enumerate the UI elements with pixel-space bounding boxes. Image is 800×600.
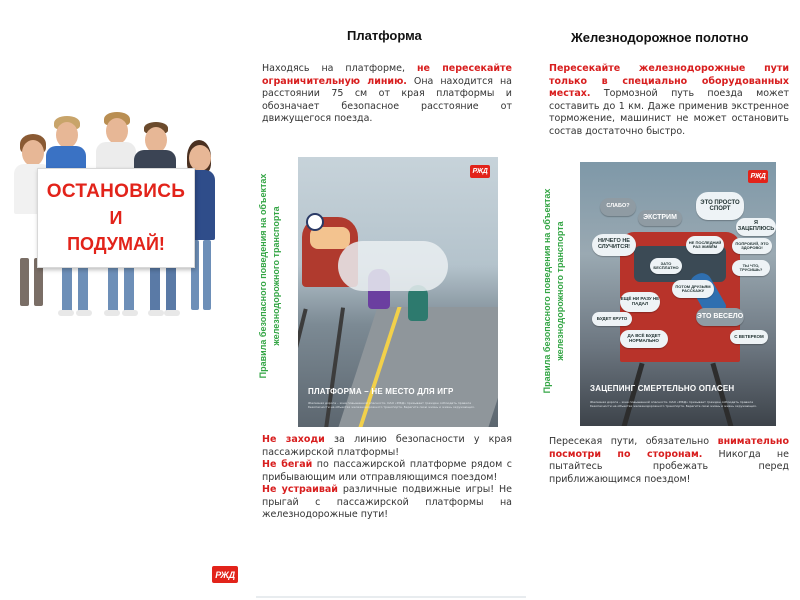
- rule-red: Не заходи: [262, 434, 325, 445]
- speech-bubble: СЛАБО?: [600, 198, 636, 216]
- speech-bubble: ЭТО ПРОСТО СПОРТ: [696, 192, 744, 220]
- rule-text: различные подвижные игры! Не прыгай с пассажирской платформы на железнодорожные пути!: [262, 484, 512, 520]
- speech-bubble: ЗАТО БЕСПЛАТНО: [650, 258, 682, 274]
- rule-text: за линию безопасности у края пассажирской платформы!: [262, 434, 512, 458]
- speech-bubble: Я ЗАЦЕПЛЮСЬ: [736, 218, 776, 236]
- speech-bubble: НЕ ПОСЛЕДНИЙ РАЗ ЖИВЁМ: [686, 236, 724, 254]
- tracks-intro-red: Пересекайте железнодорожные пути только в специально оборудованных местах.: [549, 63, 789, 99]
- train-surfing-poster: [580, 162, 776, 426]
- sign-line-3: ПОДУМАЙ!: [67, 234, 165, 254]
- rail: [620, 363, 644, 426]
- shoe: [148, 310, 164, 316]
- rail: [323, 307, 345, 427]
- rail: [710, 363, 734, 426]
- shoe: [122, 310, 138, 316]
- rzd-logo-text: РЖД: [215, 569, 235, 580]
- platform-intro-post: Она находится на расстоянии 75 см от края платформы и обозначает безопасное расстояние от движущегося поезда.: [262, 75, 512, 124]
- platform-rule: [262, 434, 512, 459]
- platform-poster-fine-print: Железная дорога – зона повышенной опасности. ОАО «РЖД» призывает граждан соблюдать правила безопасности на объектах железнодорожного транспорта. Берегите свою жизнь и жизнь окружающих.: [308, 401, 475, 409]
- sign-line-1: ОСТАНОВИСЬ: [46, 181, 186, 202]
- side-label-line-2: железнодорожного транспорта: [555, 221, 565, 361]
- platform-rules: [262, 434, 512, 522]
- tracks-title: Железнодорожное полотно: [571, 30, 749, 45]
- tracks-intro: [549, 63, 789, 138]
- speech-bubble: ПОПРОБУЙ, ЭТО ЗДОРОВО!: [732, 238, 772, 254]
- divider: [256, 596, 526, 598]
- tracks-intro-post: Тормозной путь поезда может составить до 1 км. Даже применив экстренное торможение, машинист не может остановить состав достаточно быстро.: [549, 88, 789, 137]
- speech-bubble: БУДЕТ КРУТО: [592, 312, 632, 326]
- rule-text: по пассажирской платформе рядом с прибывающим или отправляющимся поездом!: [262, 459, 512, 483]
- tracks-outro-red: внимательно посмотри по сторонам.: [549, 436, 789, 460]
- side-label-line-1: Правила безопасного поведения на объектах: [258, 173, 268, 379]
- shoe: [58, 310, 74, 316]
- rule-red: Не устраивай: [262, 484, 338, 495]
- leg: [20, 258, 29, 306]
- tracks-poster-caption: ЗАЦЕПИНГ СМЕРТЕЛЬНО ОПАСЕН: [590, 384, 735, 393]
- tracks-outro-post: Никогда не пытайтесь пробежать перед приближающимся поездом!: [549, 448, 789, 485]
- speech-bubble: ДА ВСЁ БУДЕТ НОРМАЛЬНО: [620, 330, 668, 348]
- smoke-cloud: [338, 241, 448, 291]
- platform-floor: [339, 307, 498, 427]
- side-label-line-2: железнодорожного транспорта: [271, 206, 281, 346]
- speech-bubble: С ВЕТЕРКОМ: [730, 330, 768, 344]
- speech-bubble: ЭТО ВЕСЕЛО: [696, 308, 744, 326]
- rzd-logo: [212, 566, 238, 583]
- rule-red: Не бегай: [262, 459, 313, 470]
- poster-rzd-logo: [748, 170, 768, 183]
- platform-intro: [262, 63, 512, 126]
- poster-logo-text: РЖД: [472, 168, 488, 175]
- side-label-line-1: Правила безопасного поведения на объектах: [542, 188, 552, 394]
- speech-bubble: НИЧЕГО НЕ СЛУЧИТСЯ!: [592, 234, 636, 256]
- platform-intro-red: не пересекайте ограничительную линию.: [262, 63, 513, 87]
- speech-bubble: ТЫ ЧТО, ТРУСИШЬ?: [732, 260, 770, 276]
- platform-rule: [262, 484, 512, 522]
- speech-bubble: ЭКСТРИМ: [638, 210, 682, 226]
- hero-illustration: [12, 110, 227, 325]
- shoe: [76, 310, 92, 316]
- soccer-ball-icon: [306, 213, 324, 231]
- platform-side-label: [257, 160, 283, 392]
- rail: [298, 308, 308, 427]
- tracks-poster-fine-print: Железная дорога – зона повышенной опасности. ОАО «РЖД» призывает граждан соблюдать правила безопасности на объектах железнодорожного транспорта. Берегите свою жизнь и жизнь окружающих.: [590, 400, 757, 408]
- platform-poster: [298, 157, 498, 427]
- stop-and-think-sign: [37, 168, 195, 268]
- shoe: [104, 310, 120, 316]
- speech-bubble: ЕЩЁ НИ РАЗУ НЕ ПАДАЛ: [620, 292, 660, 312]
- platform-title: Платформа: [347, 28, 422, 43]
- platform-intro-pre: Находясь на платформе,: [262, 63, 417, 74]
- sign-line-2: И: [109, 208, 123, 228]
- platform-poster-caption: ПЛАТФОРМА – НЕ МЕСТО ДЛЯ ИГР: [308, 387, 454, 396]
- tracks-outro: [549, 436, 789, 486]
- tracks-side-label: [541, 172, 567, 410]
- tracks-outro-pre: Пересекая пути, обязательно: [549, 436, 718, 447]
- speech-bubble: ПОТОМ ДРУЗЬЯМ РАССКАЖУ: [672, 280, 714, 298]
- shoe: [164, 310, 180, 316]
- poster-logo-text: РЖД: [750, 173, 766, 180]
- poster-rzd-logo: [470, 165, 490, 178]
- platform-rule: [262, 459, 512, 484]
